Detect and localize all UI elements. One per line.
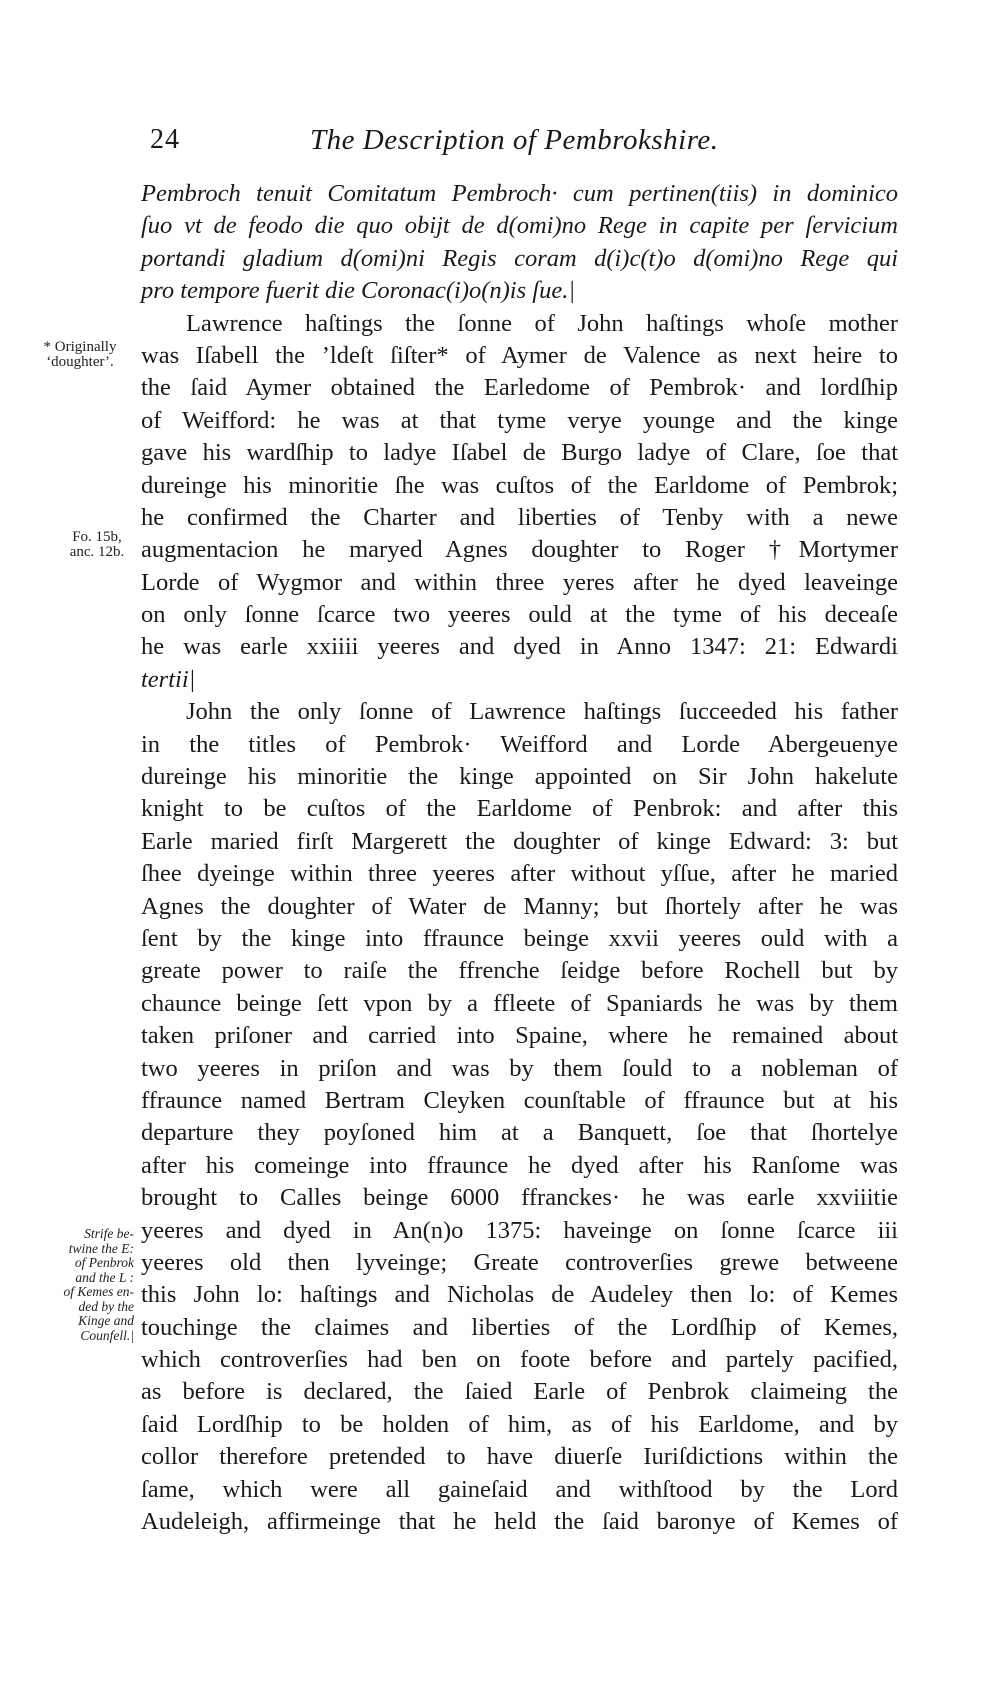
text-line: Pembroch tenuit Comitatum Pembroch· cum pertinen(tiis) in dominico [141,180,898,207]
text-line: pro tempore fuerit die Coronac(i)o(n)is ſue.| [141,277,576,305]
margin-note-line: twine the E: [68,1240,134,1256]
body-text [141,178,898,1538]
text-line: yeeres old then lyveinge; Greate controverſies grewe betweene [141,1248,898,1276]
text-line: ſhee dyeinge within three yeeres after without yſſue, after he maried [141,860,898,888]
margin-note-line: anc. 12b. [69,544,125,560]
margin-note-line: ded by the [78,1298,134,1314]
text-line: of Weifford: he was at that tyme verye younge and the kinge [141,406,898,434]
margin-note-line: Fo. 15b, [72,529,122,545]
text-line: touchinge the claimes and liberties of the Lordſhip of Kemes, [141,1313,898,1341]
text-line: which controverſies had ben on foote before and partely pacified, [141,1346,898,1374]
text-line: portandi gladium d(omi)ni Regis coram d(i)c(t)o d(omi)no Rege qui [141,244,898,272]
text-line: chaunce beinge ſett vpon by a ffleete of Spaniards he was by them [141,989,898,1017]
text-line: ſame, which were all gaineſaid and withſtood by the Lord [141,1475,898,1503]
text-line: yeeres and dyed in An(n)o 1375: haveinge on ſonne ſcarce iii [141,1216,898,1244]
text-line: augmentacion he maryed Agnes doughter to Roger †Mortymer [141,536,898,564]
text-line: knight to be cuſtos of the Earldome of Penbrok: and after this [141,795,898,823]
text-line: brought to Calles beinge 6000 ffranckes· he was earle xxviiitie [141,1184,898,1212]
margin-note-line: of Kemes en- [63,1284,134,1299]
running-header [140,124,900,164]
text-line: ſaid Lordſhip to be holden of him, as of his Earldome, and by [141,1410,898,1438]
text-line: he was earle xxiiii yeeres and dyed in Anno 1347: 21: Edwardi [141,633,898,661]
margin-note-line: Counfell.| [80,1327,134,1343]
text-line: he confirmed the Charter and liberties of Tenby with a newe [141,503,898,531]
margin-note-line: ‘doughter’. [46,354,114,370]
text-line: collor therefore pretended to have diuerſe Iuriſdictions within the [141,1443,898,1471]
text-line: tertii| [141,665,196,693]
text-line: Lawrence haſtings the ſonne of John haſtings whoſe mother [186,309,898,337]
margin-note-line: of Penbrok [74,1255,134,1270]
margin-note-originally [24,340,136,370]
margin-note-line: Kinge and [78,1313,134,1328]
page-number: 24 [150,124,180,155]
text-line: John the only ſonne of Lawrence haſtings ſucceeded his father [186,698,898,726]
text-line: after his comeinge into ffraunce he dyed after his Ranſome was [141,1151,898,1179]
text-line: Audeleigh, affirmeinge that he held the ſaid baronye of Kemes of [141,1508,898,1536]
text-line: Agnes the doughter of Water de Manny; but ſhortely after he was [141,892,898,920]
margin-note-folio [58,530,136,560]
text-line: gave his wardſhip to ladye Iſabel de Burgo ladye of Clare, ſoe that [141,439,898,467]
text-line: this John lo: haſtings and Nicholas de Audeley then lo: of Kemes [141,1281,898,1309]
text-line: in the titles of Pembrok· Weifford and Lorde Abergeuenye [141,730,898,758]
text-line: was Iſabell the ’ldeſt ſiſter* of Aymer de Valence as next heire to [141,341,898,369]
margin-note-line: * Originally [43,339,117,355]
text-line: as before is declared, the ſaied Earle of Penbrok claimeing the [141,1378,898,1406]
margin-note-strife [34,1227,134,1343]
text-line: two yeeres in priſon and was by them ſould to a nobleman of [141,1054,898,1082]
text-line: the ſaid Aymer obtained the Earledome of Pembrok· and lordſhip [141,374,898,402]
text-line: Earle maried firſt Margerett the doughter of kinge Edward: 3: but [141,827,898,855]
text-line: dureinge his minoritie the kinge appointed on Sir John hakelute [141,763,898,791]
margin-note-line: and the L : [75,1269,134,1285]
text-line: ffraunce named Bertram Cleyken counſtable of ffraunce but at his [141,1086,898,1114]
running-title: The Description of Pembrokshire. [310,124,719,156]
text-line: ſuo vt de feodo die quo obijt de d(omi)no Rege in capite per ſervicium [141,212,898,240]
text-line: dureinge his minoritie ſhe was cuſtos of the Earldome of Pembrok; [141,471,898,499]
text-line: Lorde of Wygmor and within three yeres after he dyed leaveinge [141,568,898,596]
text-line: departure they poyſoned him at a Banquett, ſoe that ſhortelye [141,1119,898,1147]
margin-note-line: Strife be- [84,1226,134,1241]
text-line: taken priſoner and carried into Spaine, where he remained about [141,1022,898,1050]
text-line: on only ſonne ſcarce two yeeres ould at the tyme of his deceaſe [141,601,898,629]
text-line: ſent by the kinge into ffraunce beinge xxvii yeeres ould with a [141,924,898,952]
text-line: greate power to raiſe the ffrenche ſeidge before Rochell but by [141,957,898,985]
